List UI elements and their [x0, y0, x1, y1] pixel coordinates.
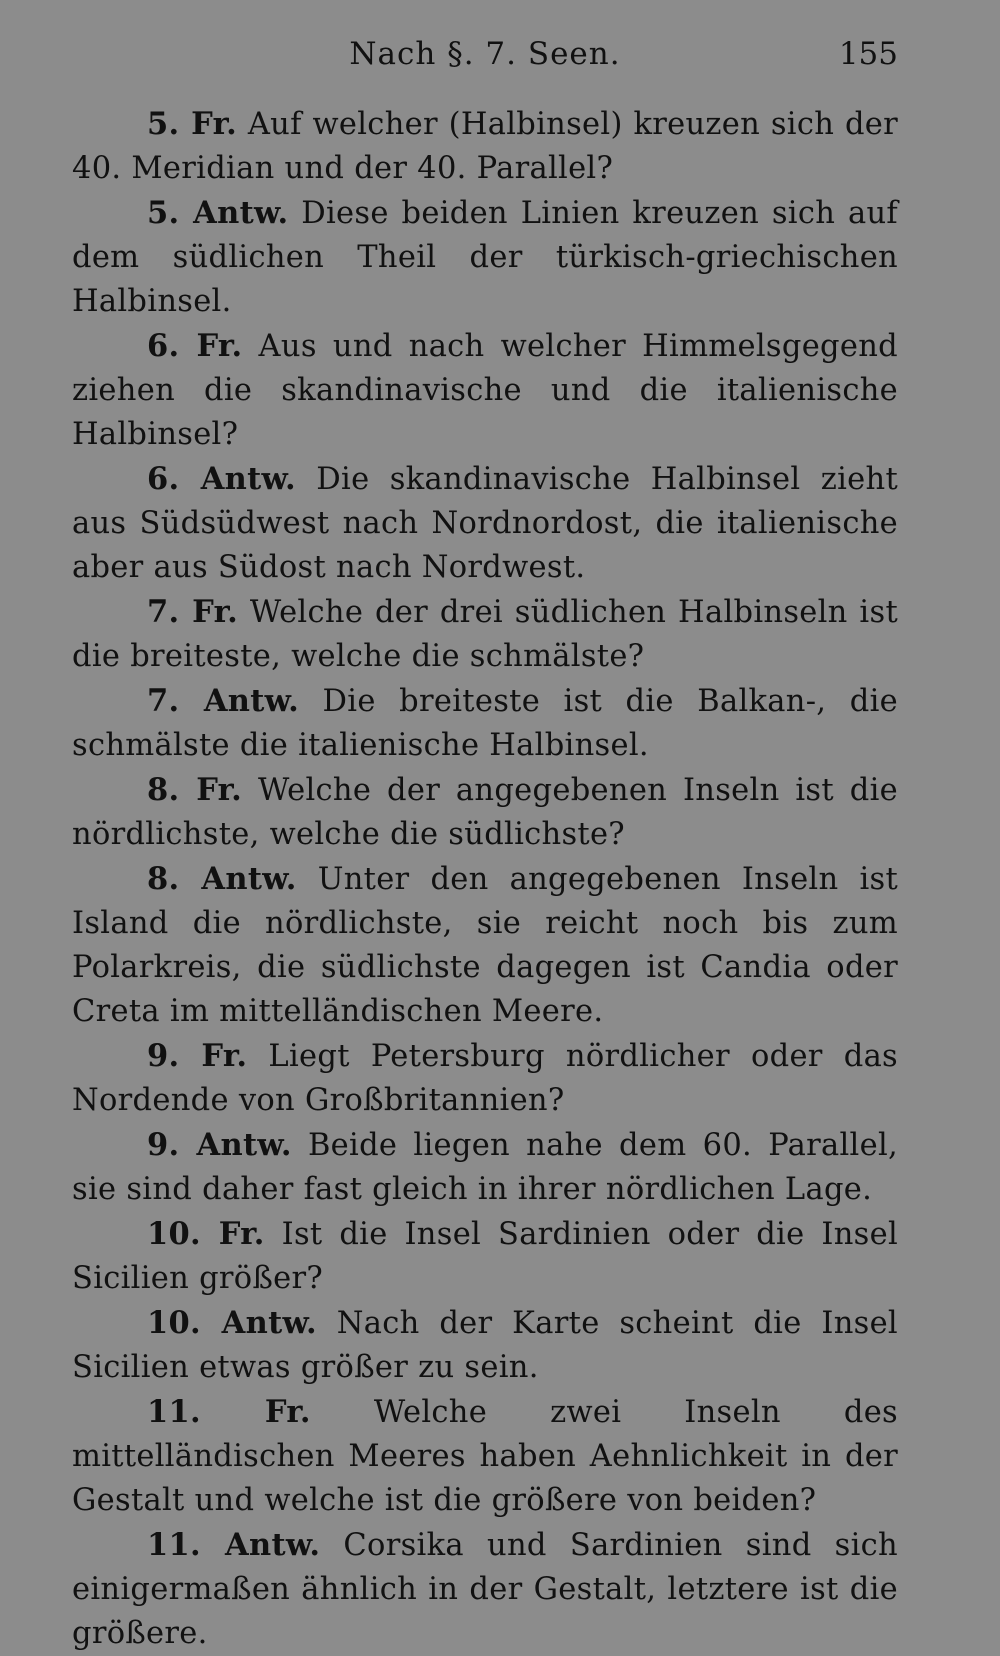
answer-paragraph [72, 1123, 898, 1212]
paragraph-label: 11. Antw. [147, 1527, 321, 1563]
question-paragraph [72, 1212, 898, 1301]
paragraph-text: Auf welcher (Halbinsel) kreuzen sich der 40. Meridian und der 40. Parallel? [72, 107, 899, 186]
paragraph-label: 11. Fr. [147, 1394, 311, 1430]
paragraph-text: Diese beiden Linien kreuzen sich auf dem südlichen Theil der türkisch-griechischen Halbinsel. [72, 196, 899, 319]
paragraph-text: Beide liegen nahe dem 60. Parallel, sie sind daher fast gleich in ihrer nördlichen Lage. [72, 1128, 898, 1207]
body-text [72, 102, 898, 1656]
paragraph-text: Welche der drei südlichen Halbinseln ist die breiteste, welche die schmälste? [72, 595, 898, 674]
paragraph-label: 8. Antw. [147, 861, 297, 897]
page-number: 155 [838, 36, 898, 72]
paragraph-text: Welche der angegebenen Inseln ist die nördlichste, welche die südlichste? [72, 773, 898, 852]
paragraph-text: Nach der Karte scheint die Insel Sicilien etwas größer zu sein. [72, 1306, 898, 1385]
paragraph-text: Liegt Petersburg nördlicher oder das Nordende von Großbritannien? [72, 1039, 899, 1118]
answer-paragraph [72, 1523, 898, 1656]
answer-paragraph [72, 1301, 898, 1390]
paragraph-label: 6. Antw. [147, 461, 296, 497]
paragraph-label: 9. Antw. [147, 1127, 292, 1163]
question-paragraph [72, 324, 898, 457]
paragraph-label: 6. Fr. [147, 328, 243, 364]
paragraph-text: Die skandinavische Halbinsel zieht aus Südsüdwest nach Nordnordost, die italienische aber aus Südost nach Nordwest. [72, 462, 899, 585]
answer-paragraph [72, 457, 898, 590]
paragraph-label: 9. Fr. [147, 1038, 248, 1074]
paragraph-text: Unter den angegebenen Inseln ist Island die nördlichste, sie reicht noch bis zum Polarkreis, die südlichste dagegen ist Candia oder Creta im mittelländischen Meere. [72, 862, 899, 1029]
answer-paragraph [72, 857, 898, 1034]
running-title: Nach §. 7. Seen. [349, 36, 621, 72]
paragraph-text: Aus und nach welcher Himmelsgegend ziehen die skandinavische und die italienische Halbinsel? [72, 329, 898, 452]
paragraph-label: 8. Fr. [147, 772, 243, 808]
question-paragraph [72, 1390, 898, 1523]
paragraph-text: Corsika und Sardinien sind sich einigermaßen ähnlich in der Gestalt, letztere ist die größere. [72, 1528, 898, 1651]
paragraph-label: 5. Fr. [147, 106, 238, 142]
paragraph-text: Die breiteste ist die Balkan-, die schmälste die italienische Halbinsel. [72, 684, 899, 763]
paragraph-label: 5. Antw. [147, 195, 289, 231]
paragraph-label: 7. Antw. [147, 683, 300, 719]
answer-paragraph [72, 191, 898, 324]
paragraph-label: 7. Fr. [147, 594, 239, 630]
book-page [72, 0, 899, 1651]
question-paragraph [72, 102, 898, 191]
paragraph-text: Welche zwei Inseln des mittelländischen Meeres haben Aehnlichkeit in der Gestalt und welche ist die größere von beiden? [72, 1395, 898, 1518]
answer-paragraph [72, 679, 898, 768]
paragraph-text: Ist die Insel Sardinien oder die Insel Sicilien größer? [72, 1217, 898, 1296]
paragraph-label: 10. Antw. [147, 1305, 317, 1341]
question-paragraph [72, 590, 898, 679]
paragraph-label: 10. Fr. [147, 1216, 265, 1252]
page-header [72, 30, 898, 80]
question-paragraph [72, 1034, 898, 1123]
question-paragraph [72, 768, 898, 857]
